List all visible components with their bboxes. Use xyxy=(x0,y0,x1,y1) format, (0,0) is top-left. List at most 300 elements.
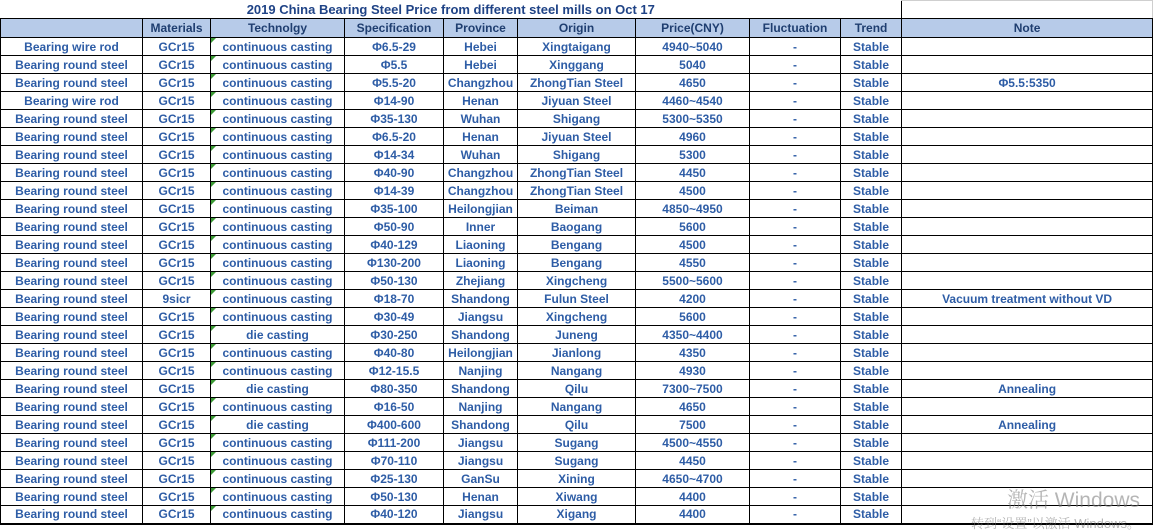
cell-price[interactable]: 7500 xyxy=(636,416,750,434)
cell-trend[interactable]: Stable xyxy=(841,182,902,200)
cell-fluctuation[interactable]: - xyxy=(750,128,841,146)
cell-materials[interactable]: GCr15 xyxy=(143,398,211,416)
cell-technology[interactable]: continuous casting xyxy=(211,398,345,416)
cell-origin[interactable]: ZhongTian Steel xyxy=(518,182,636,200)
title-row xyxy=(1,1,1153,19)
cell-product[interactable]: Bearing round steel xyxy=(1,434,143,452)
cell-product[interactable]: Bearing round steel xyxy=(1,488,143,506)
cell-note[interactable] xyxy=(902,56,1153,74)
cell-trend[interactable]: Stable xyxy=(841,344,902,362)
cell-province[interactable]: Henan xyxy=(444,128,518,146)
column-header-origin[interactable]: Origin xyxy=(518,19,636,38)
cell-note[interactable] xyxy=(902,128,1153,146)
cell-note[interactable]: Φ5.5:5350 xyxy=(902,74,1153,92)
cell-materials[interactable]: GCr15 xyxy=(143,128,211,146)
cell-specification[interactable]: Φ35-130 xyxy=(345,110,444,128)
cell-specification[interactable]: Φ40-120 xyxy=(345,506,444,524)
cell-note[interactable] xyxy=(902,488,1153,506)
cell-product[interactable]: Bearing round steel xyxy=(1,56,143,74)
cell-note[interactable] xyxy=(902,218,1153,236)
cell-materials[interactable]: 9sicr xyxy=(143,290,211,308)
cell-materials[interactable]: GCr15 xyxy=(143,488,211,506)
cell-province[interactable]: Heilongjian xyxy=(444,344,518,362)
cell-price[interactable]: 4400 xyxy=(636,506,750,524)
cell-province[interactable]: Wuhan xyxy=(444,110,518,128)
cell-price[interactable]: 5300~5350 xyxy=(636,110,750,128)
cell-fluctuation[interactable]: - xyxy=(750,362,841,380)
cell-price[interactable]: 4350~4400 xyxy=(636,326,750,344)
cell-province[interactable]: Liaoning xyxy=(444,254,518,272)
cell-fluctuation[interactable]: - xyxy=(750,398,841,416)
cell-materials[interactable]: GCr15 xyxy=(143,416,211,434)
cell-materials[interactable]: GCr15 xyxy=(143,452,211,470)
cell-province[interactable]: Henan xyxy=(444,92,518,110)
table-row xyxy=(1,92,1153,110)
cell-materials[interactable]: GCr15 xyxy=(143,236,211,254)
cell-technology[interactable]: continuous casting xyxy=(211,290,345,308)
cell-product[interactable]: Bearing round steel xyxy=(1,110,143,128)
cell-trend[interactable]: Stable xyxy=(841,200,902,218)
cell-price[interactable]: 4550 xyxy=(636,254,750,272)
cell-specification[interactable]: Φ25-130 xyxy=(345,470,444,488)
table-row xyxy=(1,74,1153,92)
cell-trend[interactable]: Stable xyxy=(841,146,902,164)
cell-price[interactable]: 4450 xyxy=(636,452,750,470)
column-header-note[interactable]: Note xyxy=(902,19,1153,38)
cell-origin[interactable]: Jiyuan Steel xyxy=(518,92,636,110)
cell-technology[interactable]: continuous casting xyxy=(211,236,345,254)
cell-origin[interactable]: Xining xyxy=(518,470,636,488)
cell-product[interactable]: Bearing round steel xyxy=(1,200,143,218)
cell-product[interactable]: Bearing round steel xyxy=(1,344,143,362)
cell-province[interactable]: Jiangsu xyxy=(444,506,518,524)
cell-origin[interactable]: ZhongTian Steel xyxy=(518,164,636,182)
cell-price[interactable]: 4500 xyxy=(636,236,750,254)
cell-specification[interactable]: Φ6.5-20 xyxy=(345,128,444,146)
column-header-product[interactable] xyxy=(1,19,143,38)
column-header-province[interactable]: Province xyxy=(444,19,518,38)
cell-note[interactable] xyxy=(902,38,1153,56)
cell-technology[interactable]: continuous casting xyxy=(211,344,345,362)
sheet-title[interactable]: 2019 China Bearing Steel Price from different steel mills on Oct 17 xyxy=(1,1,902,19)
cell-province[interactable]: Shandong xyxy=(444,290,518,308)
cell-origin[interactable]: Qilu xyxy=(518,380,636,398)
cell-fluctuation[interactable]: - xyxy=(750,200,841,218)
cell-province[interactable]: Shandong xyxy=(444,416,518,434)
cell-materials[interactable]: GCr15 xyxy=(143,326,211,344)
cell-materials[interactable]: GCr15 xyxy=(143,146,211,164)
cell-province[interactable]: Zhejiang xyxy=(444,272,518,290)
table-row xyxy=(1,56,1153,74)
cell-product[interactable]: Bearing round steel xyxy=(1,218,143,236)
cell-technology[interactable]: continuous casting xyxy=(211,218,345,236)
cell-technology[interactable]: continuous casting xyxy=(211,146,345,164)
cell-fluctuation[interactable]: - xyxy=(750,434,841,452)
cell-fluctuation[interactable]: - xyxy=(750,56,841,74)
cell-province[interactable]: Jiangsu xyxy=(444,452,518,470)
cell-price[interactable]: 4940~5040 xyxy=(636,38,750,56)
empty-corner-cell[interactable] xyxy=(902,1,1153,19)
cell-specification[interactable]: Φ50-130 xyxy=(345,272,444,290)
cell-product[interactable]: Bearing round steel xyxy=(1,236,143,254)
cell-price[interactable]: 4500~4550 xyxy=(636,434,750,452)
cell-price[interactable]: 4200 xyxy=(636,290,750,308)
cell-materials[interactable]: GCr15 xyxy=(143,254,211,272)
cell-price[interactable]: 4460~4540 xyxy=(636,92,750,110)
cell-technology[interactable]: die casting xyxy=(211,326,345,344)
cell-origin[interactable]: Jiyuan Steel xyxy=(518,128,636,146)
cell-note[interactable]: Annealing xyxy=(902,380,1153,398)
cell-specification[interactable]: Φ5.5 xyxy=(345,56,444,74)
cell-technology[interactable]: continuous casting xyxy=(211,74,345,92)
cell-price[interactable]: 4850~4950 xyxy=(636,200,750,218)
cell-fluctuation[interactable]: - xyxy=(750,470,841,488)
cell-technology[interactable]: continuous casting xyxy=(211,470,345,488)
table-row xyxy=(1,380,1153,398)
column-header-technology[interactable]: Technolgy xyxy=(211,19,345,38)
cell-note[interactable] xyxy=(902,362,1153,380)
cell-fluctuation[interactable]: - xyxy=(750,74,841,92)
cell-origin[interactable]: Bengang xyxy=(518,254,636,272)
cell-note[interactable] xyxy=(902,326,1153,344)
cell-fluctuation[interactable]: - xyxy=(750,308,841,326)
cell-specification[interactable]: Φ80-350 xyxy=(345,380,444,398)
cell-materials[interactable]: GCr15 xyxy=(143,380,211,398)
cell-fluctuation[interactable]: - xyxy=(750,254,841,272)
cell-origin[interactable]: Baogang xyxy=(518,218,636,236)
cell-product[interactable]: Bearing wire rod xyxy=(1,38,143,56)
cell-specification[interactable]: Φ14-34 xyxy=(345,146,444,164)
cell-fluctuation[interactable]: - xyxy=(750,452,841,470)
cell-fluctuation[interactable]: - xyxy=(750,38,841,56)
cell-origin[interactable]: Nangang xyxy=(518,398,636,416)
cell-technology[interactable]: continuous casting xyxy=(211,56,345,74)
cell-specification[interactable]: Φ16-50 xyxy=(345,398,444,416)
cell-materials[interactable]: GCr15 xyxy=(143,92,211,110)
table-row xyxy=(1,488,1153,506)
cell-trend[interactable]: Stable xyxy=(841,236,902,254)
cell-trend[interactable]: Stable xyxy=(841,434,902,452)
cell-fluctuation[interactable]: - xyxy=(750,146,841,164)
cell-fluctuation[interactable]: - xyxy=(750,290,841,308)
cell-trend[interactable]: Stable xyxy=(841,92,902,110)
cell-materials[interactable]: GCr15 xyxy=(143,470,211,488)
cell-specification[interactable]: Φ35-100 xyxy=(345,200,444,218)
cell-price[interactable]: 4450 xyxy=(636,164,750,182)
cell-trend[interactable]: Stable xyxy=(841,218,902,236)
cell-price[interactable]: 7300~7500 xyxy=(636,380,750,398)
cell-materials[interactable]: GCr15 xyxy=(143,344,211,362)
cell-province[interactable]: Jiangsu xyxy=(444,434,518,452)
cell-origin[interactable]: Xingcheng xyxy=(518,272,636,290)
cell-fluctuation[interactable]: - xyxy=(750,344,841,362)
cell-trend[interactable]: Stable xyxy=(841,308,902,326)
cell-note[interactable] xyxy=(902,110,1153,128)
table-row xyxy=(1,452,1153,470)
cell-specification[interactable]: Φ70-110 xyxy=(345,452,444,470)
cell-note[interactable] xyxy=(902,434,1153,452)
cell-origin[interactable]: Fulun Steel xyxy=(518,290,636,308)
cell-specification[interactable]: Φ6.5-29 xyxy=(345,38,444,56)
cell-origin[interactable]: Nangang xyxy=(518,362,636,380)
cell-origin[interactable]: Xingtaigang xyxy=(518,38,636,56)
cell-origin[interactable]: Qilu xyxy=(518,416,636,434)
cell-product[interactable]: Bearing round steel xyxy=(1,398,143,416)
table-row xyxy=(1,416,1153,434)
cell-trend[interactable]: Stable xyxy=(841,380,902,398)
cell-province[interactable]: Shandong xyxy=(444,380,518,398)
cell-fluctuation[interactable]: - xyxy=(750,236,841,254)
cell-origin[interactable]: Sugang xyxy=(518,434,636,452)
cell-fluctuation[interactable]: - xyxy=(750,92,841,110)
cell-province[interactable]: Liaoning xyxy=(444,236,518,254)
cell-materials[interactable]: GCr15 xyxy=(143,182,211,200)
cell-technology[interactable]: continuous casting xyxy=(211,110,345,128)
cell-materials[interactable]: GCr15 xyxy=(143,200,211,218)
cell-materials[interactable]: GCr15 xyxy=(143,362,211,380)
cell-note[interactable] xyxy=(902,200,1153,218)
cell-note[interactable]: Annealing xyxy=(902,416,1153,434)
cell-product[interactable]: Bearing round steel xyxy=(1,416,143,434)
cell-note[interactable] xyxy=(902,308,1153,326)
cell-origin[interactable]: Xiwang xyxy=(518,488,636,506)
cell-materials[interactable]: GCr15 xyxy=(143,56,211,74)
cell-fluctuation[interactable]: - xyxy=(750,182,841,200)
cell-product[interactable]: Bearing round steel xyxy=(1,452,143,470)
cell-trend[interactable]: Stable xyxy=(841,128,902,146)
cell-specification[interactable]: Φ111-200 xyxy=(345,434,444,452)
cell-trend[interactable]: Stable xyxy=(841,416,902,434)
cell-product[interactable]: Bearing round steel xyxy=(1,254,143,272)
cell-province[interactable]: Changzhou xyxy=(444,164,518,182)
column-header-trend[interactable]: Trend xyxy=(841,19,902,38)
cell-specification[interactable]: Φ40-80 xyxy=(345,344,444,362)
cell-trend[interactable]: Stable xyxy=(841,326,902,344)
cell-technology[interactable]: continuous casting xyxy=(211,488,345,506)
cell-product[interactable]: Bearing round steel xyxy=(1,164,143,182)
table-row xyxy=(1,308,1153,326)
cell-price[interactable]: 4650 xyxy=(636,74,750,92)
cell-origin[interactable]: Sugang xyxy=(518,452,636,470)
cell-materials[interactable]: GCr15 xyxy=(143,74,211,92)
cell-trend[interactable]: Stable xyxy=(841,56,902,74)
cell-product[interactable]: Bearing wire rod xyxy=(1,92,143,110)
cell-technology[interactable]: continuous casting xyxy=(211,452,345,470)
table-row xyxy=(1,182,1153,200)
cell-product[interactable]: Bearing round steel xyxy=(1,362,143,380)
cell-price[interactable]: 5600 xyxy=(636,218,750,236)
cell-product[interactable]: Bearing round steel xyxy=(1,146,143,164)
cell-specification[interactable]: Φ130-200 xyxy=(345,254,444,272)
cell-technology[interactable]: continuous casting xyxy=(211,128,345,146)
cell-note[interactable] xyxy=(902,182,1153,200)
cell-materials[interactable]: GCr15 xyxy=(143,38,211,56)
cell-note[interactable] xyxy=(902,164,1153,182)
cell-technology[interactable]: continuous casting xyxy=(211,506,345,524)
cell-province[interactable]: Shandong xyxy=(444,326,518,344)
cell-specification[interactable]: Φ40-129 xyxy=(345,236,444,254)
cell-province[interactable]: Heilongjian xyxy=(444,200,518,218)
cell-specification[interactable]: Φ14-39 xyxy=(345,182,444,200)
table-body xyxy=(1,38,1153,524)
cell-trend[interactable]: Stable xyxy=(841,74,902,92)
cell-price[interactable]: 4650~4700 xyxy=(636,470,750,488)
cell-specification[interactable]: Φ12-15.5 xyxy=(345,362,444,380)
cell-price[interactable]: 5500~5600 xyxy=(636,272,750,290)
cell-product[interactable]: Bearing round steel xyxy=(1,182,143,200)
cell-note[interactable] xyxy=(902,398,1153,416)
table-row xyxy=(1,506,1153,524)
cell-fluctuation[interactable]: - xyxy=(750,326,841,344)
cell-fluctuation[interactable]: - xyxy=(750,218,841,236)
cell-technology[interactable]: die casting xyxy=(211,380,345,398)
cell-origin[interactable]: Jianlong xyxy=(518,344,636,362)
column-header-price[interactable]: Price(CNY) xyxy=(636,19,750,38)
cell-origin[interactable]: Beiman xyxy=(518,200,636,218)
cell-product[interactable]: Bearing round steel xyxy=(1,290,143,308)
cell-origin[interactable]: Juneng xyxy=(518,326,636,344)
cell-product[interactable]: Bearing round steel xyxy=(1,272,143,290)
cell-technology[interactable]: continuous casting xyxy=(211,200,345,218)
column-header-specification[interactable]: Specification xyxy=(345,19,444,38)
cell-fluctuation[interactable]: - xyxy=(750,488,841,506)
cell-origin[interactable]: ZhongTian Steel xyxy=(518,74,636,92)
cell-note[interactable]: Vacuum treatment without VD xyxy=(902,290,1153,308)
cell-product[interactable]: Bearing round steel xyxy=(1,506,143,524)
cell-technology[interactable]: continuous casting xyxy=(211,272,345,290)
cell-trend[interactable]: Stable xyxy=(841,398,902,416)
cell-technology[interactable]: continuous casting xyxy=(211,182,345,200)
cell-specification[interactable]: Φ400-600 xyxy=(345,416,444,434)
cell-note[interactable] xyxy=(902,506,1153,524)
cell-technology[interactable]: die casting xyxy=(211,416,345,434)
cell-specification[interactable]: Φ5.5-20 xyxy=(345,74,444,92)
cell-fluctuation[interactable]: - xyxy=(750,380,841,398)
cell-price[interactable]: 4400 xyxy=(636,488,750,506)
cell-note[interactable] xyxy=(902,236,1153,254)
cell-note[interactable] xyxy=(902,344,1153,362)
cell-materials[interactable]: GCr15 xyxy=(143,164,211,182)
cell-fluctuation[interactable]: - xyxy=(750,506,841,524)
cell-province[interactable]: Inner xyxy=(444,218,518,236)
cell-technology[interactable]: continuous casting xyxy=(211,362,345,380)
cell-province[interactable]: Nanjing xyxy=(444,362,518,380)
cell-origin[interactable]: Xigang xyxy=(518,506,636,524)
cell-trend[interactable]: Stable xyxy=(841,164,902,182)
cell-materials[interactable]: GCr15 xyxy=(143,110,211,128)
cell-materials[interactable]: GCr15 xyxy=(143,506,211,524)
cell-materials[interactable]: GCr15 xyxy=(143,434,211,452)
cell-price[interactable]: 4960 xyxy=(636,128,750,146)
cell-province[interactable]: Wuhan xyxy=(444,146,518,164)
cell-price[interactable]: 4500 xyxy=(636,182,750,200)
cell-fluctuation[interactable]: - xyxy=(750,110,841,128)
cell-trend[interactable]: Stable xyxy=(841,110,902,128)
cell-product[interactable]: Bearing round steel xyxy=(1,380,143,398)
cell-product[interactable]: Bearing round steel xyxy=(1,326,143,344)
watermark-line2: 转到“设置”以激活 Windows。 xyxy=(970,516,1140,531)
cell-price[interactable]: 4350 xyxy=(636,344,750,362)
cell-technology[interactable]: continuous casting xyxy=(211,164,345,182)
cell-price[interactable]: 4650 xyxy=(636,398,750,416)
cell-province[interactable]: Changzhou xyxy=(444,182,518,200)
cell-note[interactable] xyxy=(902,272,1153,290)
cell-specification[interactable]: Φ18-70 xyxy=(345,290,444,308)
cell-origin[interactable]: Xinggang xyxy=(518,56,636,74)
cell-fluctuation[interactable]: - xyxy=(750,416,841,434)
cell-province[interactable]: Hebei xyxy=(444,56,518,74)
cell-product[interactable]: Bearing round steel xyxy=(1,470,143,488)
cell-technology[interactable]: continuous casting xyxy=(211,92,345,110)
cell-province[interactable]: Jiangsu xyxy=(444,308,518,326)
cell-province[interactable]: Hebei xyxy=(444,38,518,56)
cell-specification[interactable]: Φ30-250 xyxy=(345,326,444,344)
cell-product[interactable]: Bearing round steel xyxy=(1,128,143,146)
cell-trend[interactable]: Stable xyxy=(841,38,902,56)
cell-specification[interactable]: Φ14-90 xyxy=(345,92,444,110)
cell-technology[interactable]: continuous casting xyxy=(211,38,345,56)
cell-note[interactable] xyxy=(902,452,1153,470)
table-row xyxy=(1,398,1153,416)
cell-note[interactable] xyxy=(902,254,1153,272)
cell-province[interactable]: Nanjing xyxy=(444,398,518,416)
cell-price[interactable]: 4930 xyxy=(636,362,750,380)
cell-note[interactable] xyxy=(902,92,1153,110)
cell-province[interactable]: Changzhou xyxy=(444,74,518,92)
cell-trend[interactable]: Stable xyxy=(841,506,902,524)
cell-technology[interactable]: continuous casting xyxy=(211,434,345,452)
cell-materials[interactable]: GCr15 xyxy=(143,308,211,326)
cell-product[interactable]: Bearing round steel xyxy=(1,74,143,92)
cell-technology[interactable]: continuous casting xyxy=(211,308,345,326)
cell-trend[interactable]: Stable xyxy=(841,362,902,380)
cell-province[interactable]: Henan xyxy=(444,488,518,506)
table-row xyxy=(1,290,1153,308)
cell-note[interactable] xyxy=(902,146,1153,164)
cell-note[interactable] xyxy=(902,470,1153,488)
cell-specification[interactable]: Φ30-49 xyxy=(345,308,444,326)
cell-specification[interactable]: Φ50-130 xyxy=(345,488,444,506)
cell-price[interactable]: 5040 xyxy=(636,56,750,74)
column-header-materials[interactable]: Materials xyxy=(143,19,211,38)
cell-price[interactable]: 5300 xyxy=(636,146,750,164)
cell-product[interactable]: Bearing round steel xyxy=(1,308,143,326)
cell-specification[interactable]: Φ40-90 xyxy=(345,164,444,182)
cell-fluctuation[interactable]: - xyxy=(750,272,841,290)
table-row xyxy=(1,218,1153,236)
table-row xyxy=(1,434,1153,452)
cell-trend[interactable]: Stable xyxy=(841,470,902,488)
cell-trend[interactable]: Stable xyxy=(841,272,902,290)
cell-origin[interactable]: Bengang xyxy=(518,236,636,254)
cell-trend[interactable]: Stable xyxy=(841,290,902,308)
cell-origin[interactable]: Shigang xyxy=(518,110,636,128)
cell-technology[interactable]: continuous casting xyxy=(211,254,345,272)
cell-province[interactable]: GanSu xyxy=(444,470,518,488)
cell-trend[interactable]: Stable xyxy=(841,452,902,470)
cell-origin[interactable]: Shigang xyxy=(518,146,636,164)
cell-price[interactable]: 5600 xyxy=(636,308,750,326)
cell-trend[interactable]: Stable xyxy=(841,488,902,506)
cell-materials[interactable]: GCr15 xyxy=(143,272,211,290)
cell-trend[interactable]: Stable xyxy=(841,254,902,272)
column-header-fluctuation[interactable]: Fluctuation xyxy=(750,19,841,38)
cell-materials[interactable]: GCr15 xyxy=(143,218,211,236)
cell-origin[interactable]: Xingcheng xyxy=(518,308,636,326)
table-row xyxy=(1,344,1153,362)
cell-fluctuation[interactable]: - xyxy=(750,164,841,182)
cell-specification[interactable]: Φ50-90 xyxy=(345,218,444,236)
